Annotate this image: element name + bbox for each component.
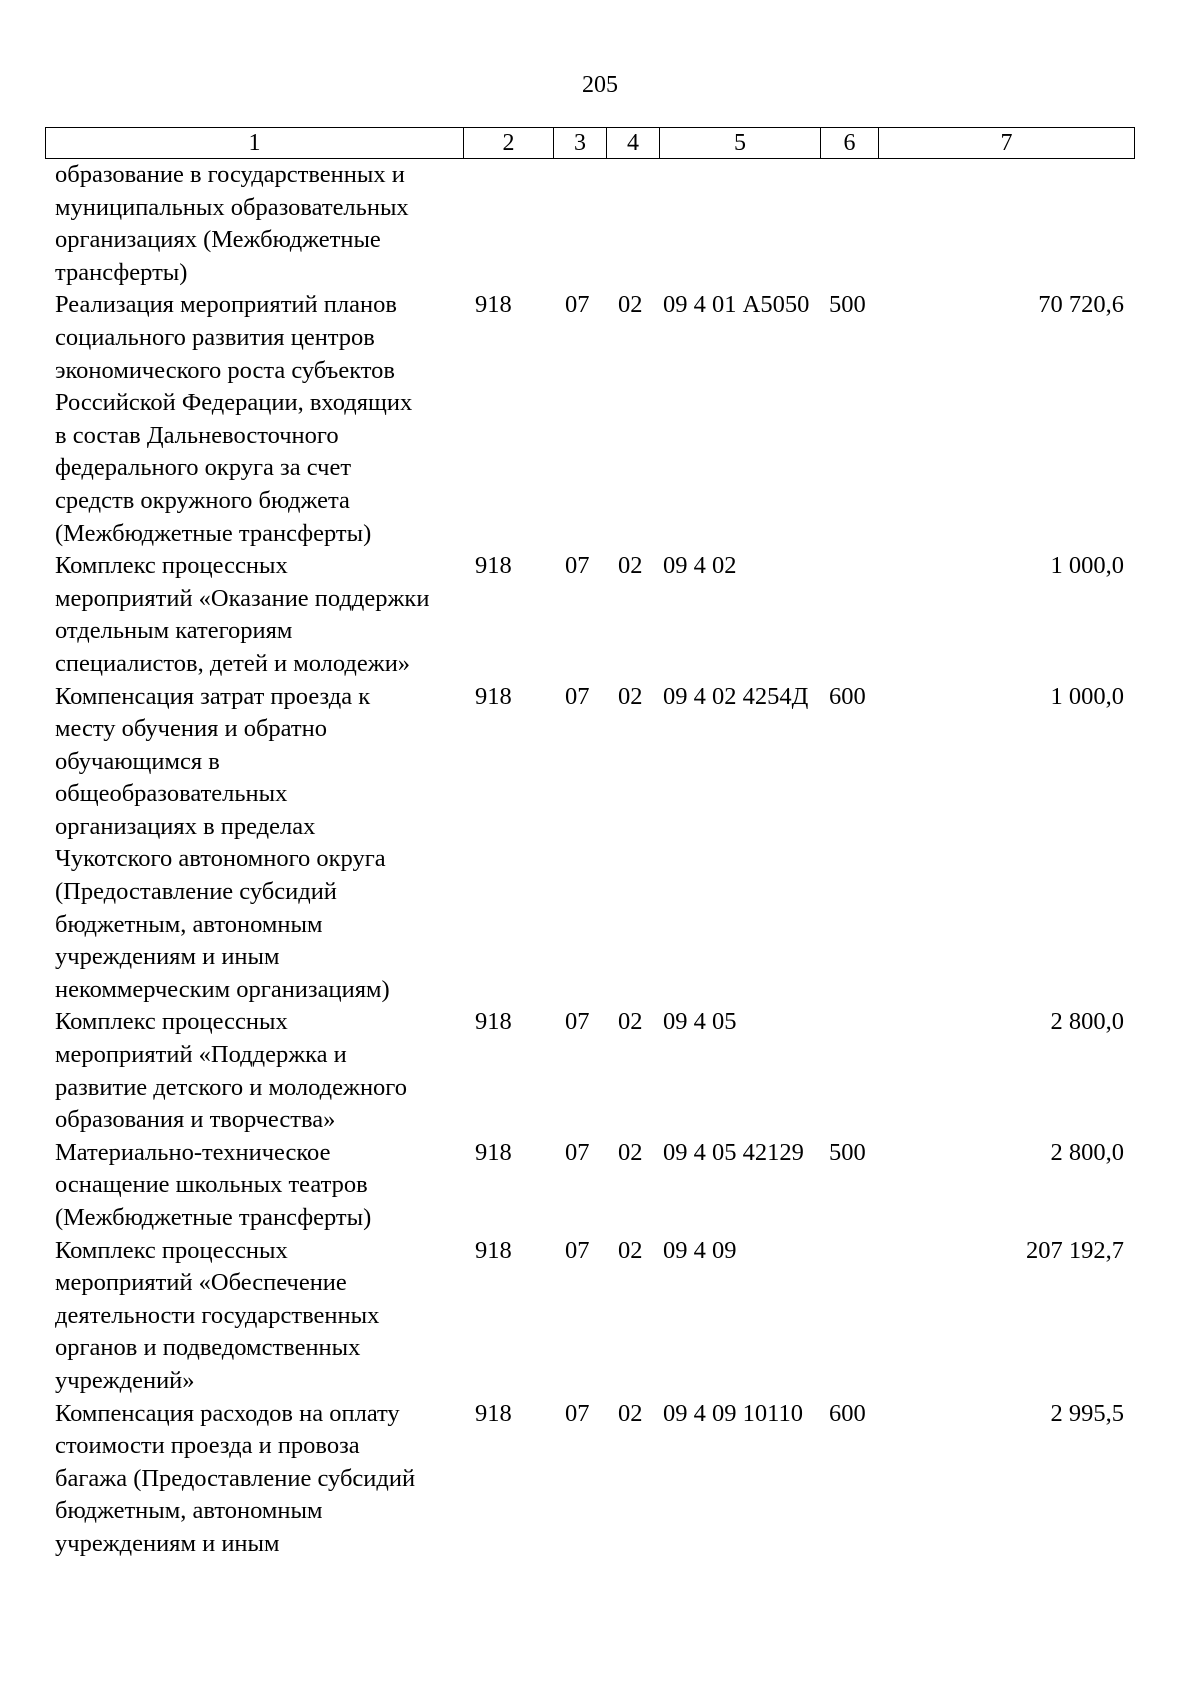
row-subsection: 02: [618, 1008, 643, 1036]
row-expense-type: 600: [829, 1399, 866, 1427]
row-grbs: 918: [475, 1236, 512, 1264]
row-section: 07: [565, 1008, 590, 1036]
row-expense-type: [820, 159, 878, 289]
table-row: [45, 1006, 1134, 1136]
row-subsection: 02: [618, 291, 643, 319]
row-subsection: 02: [618, 682, 643, 710]
row-subsection: 02: [618, 1138, 643, 1166]
row-name: Материально-техническое оснащение школьных театров (Межбюджетные трансферты): [55, 1138, 372, 1231]
column-header-5: 5: [660, 128, 821, 159]
row-section: 07: [565, 552, 590, 580]
table-row: [45, 289, 1134, 550]
row-target-article: 09 4 05: [663, 1008, 737, 1036]
row-target-article: 09 4 01 А5050: [663, 291, 810, 319]
row-target-article: 09 4 02 4254Д: [663, 682, 809, 710]
row-target-article: 09 4 09 10110: [663, 1399, 803, 1427]
row-amount: 2 995,5: [1050, 1399, 1124, 1427]
row-target-article: [659, 159, 820, 289]
row-amount: 1 000,0: [1050, 552, 1124, 580]
row-expense-type: [820, 1006, 878, 1136]
row-grbs: 918: [475, 682, 512, 710]
row-name: Комплекс процессных мероприятий «Оказание поддержки отдельным категориям специалистов, детей и молодежи»: [55, 552, 430, 677]
table-row: [45, 159, 1134, 289]
row-section: 07: [565, 1236, 590, 1264]
row-subsection: 02: [618, 1399, 643, 1427]
row-section: 07: [565, 1399, 590, 1427]
column-header-row: [46, 128, 1135, 159]
page-number: 205: [582, 72, 618, 98]
row-grbs: 918: [475, 552, 512, 580]
row-grbs: 918: [475, 1399, 512, 1427]
row-grbs: [463, 159, 553, 289]
row-name: Реализация мероприятий планов социального развития центров экономического роста субъектов Российской Федерации, входящих в состав Дальневосточного федерального округа за счет средств окружного бюджета (Межбюджетные трансферты): [55, 291, 413, 547]
row-name: Компенсация затрат проезда к месту обучения и обратно обучающимся в общеобразовательных организациях в пределах Чукотского автономного округа (Предоставление субсидий бюджетным, автономным учреждениям и иным некоммерческим организациям): [55, 682, 390, 1003]
row-section: 07: [565, 1138, 590, 1166]
row-name: Комплекс процессных мероприятий «Обеспечение деятельности государственных органов и подведомственных учреждений»: [55, 1236, 380, 1394]
column-header-4: 4: [607, 128, 660, 159]
row-amount: [878, 159, 1134, 289]
column-header-2: 2: [464, 128, 554, 159]
row-amount: 207 192,7: [1026, 1236, 1124, 1264]
row-section: 07: [565, 682, 590, 710]
row-target-article: 09 4 02: [663, 552, 737, 580]
row-expense-type: 500: [829, 291, 866, 319]
table-row: [45, 1235, 1134, 1398]
column-header-1: 1: [46, 128, 464, 159]
row-target-article: 09 4 05 42129: [663, 1138, 804, 1166]
row-expense-type: 600: [829, 682, 866, 710]
column-header-6: 6: [821, 128, 879, 159]
row-grbs: 918: [475, 1138, 512, 1166]
table-row: [45, 1398, 1134, 1561]
row-expense-type: [820, 550, 878, 680]
budget-table: [45, 159, 1134, 1561]
column-header-table: [45, 127, 1135, 159]
row-section: 07: [565, 291, 590, 319]
table-row: [45, 550, 1134, 680]
row-target-article: 09 4 09: [663, 1236, 737, 1264]
row-amount: 70 720,6: [1038, 291, 1124, 319]
row-amount: 2 800,0: [1050, 1138, 1124, 1166]
row-expense-type: [820, 1235, 878, 1398]
row-grbs: 918: [475, 291, 512, 319]
row-expense-type: 500: [829, 1138, 866, 1166]
row-amount: 2 800,0: [1050, 1008, 1124, 1036]
row-name: Комплекс процессных мероприятий «Поддержка и развитие детского и молодежного образования и творчества»: [55, 1008, 407, 1134]
row-name: Компенсация расходов на оплату стоимости проезда и провоза багажа (Предоставление субсидий бюджетным, автономным учреждениям и иным: [55, 1399, 416, 1557]
row-subsection: 02: [618, 1236, 643, 1264]
row-grbs: 918: [475, 1008, 512, 1036]
row-section: [553, 159, 606, 289]
row-subsection: [606, 159, 659, 289]
row-subsection: 02: [618, 552, 643, 580]
row-name: образование в государственных и муниципальных образовательных организациях (Межбюджетные трансферты): [55, 161, 409, 286]
row-amount: 1 000,0: [1050, 682, 1124, 710]
column-header-7: 7: [879, 128, 1135, 159]
table-row: [45, 1137, 1134, 1235]
column-header-3: 3: [554, 128, 607, 159]
table-row: [45, 681, 1134, 1007]
